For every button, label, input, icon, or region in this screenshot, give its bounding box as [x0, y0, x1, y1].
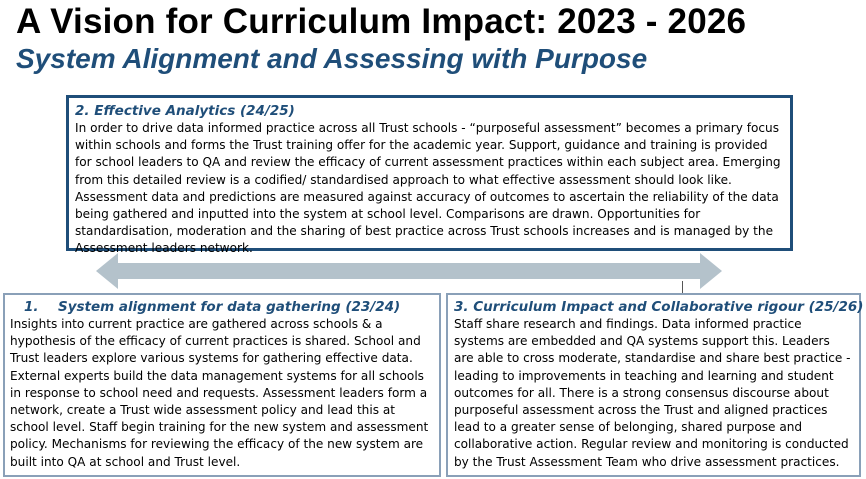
curriculum-impact-body: Staff share research and findings. Data informed practice systems are embedded and QA systems support this. Leaders are able to cross moderate, standardise and share best practice - leading to improvements in teaching and learning and student outcomes for all. There is a strong consensus discourse about purposeful assessment across the Trust and aligned practices lead to a greater sense of belonging, shared purpose and collaborative action. Regular review and monitoring is conducted by the Trust Assessment Team who drive assessment practices. — [454, 317, 851, 469]
curriculum-impact-title: 3. Curriculum Impact and Collaborative rigour (25/26) — [454, 299, 864, 315]
system-alignment-heading — [10, 298, 433, 316]
effective-analytics-title: 2. Effective Analytics (24/25) — [75, 103, 295, 119]
system-alignment-title: System alignment for data gathering (23/24) — [58, 299, 401, 315]
system-alignment-box — [3, 293, 441, 477]
effective-analytics-box — [66, 95, 793, 256]
page-title: A Vision for Curriculum Impact: 2023 - 2026 — [16, 2, 747, 41]
double-arrow-icon — [96, 253, 722, 289]
divider-tick — [682, 281, 683, 293]
system-alignment-body: Insights into current practice are gathered across schools & a hypothesis of the efficacy of current practices is shared. School and Trust leaders explore various systems for gathering effective data. External experts build the data management systems for all schools in response to school need and requests. Assessment leaders form a network, create a Trust wide assessment policy and lead this at school level. Staff begin training for the new system and assessment policy. Mechanisms for reviewing the efficacy of the new system are built into QA at school and Trust level. — [10, 317, 429, 469]
effective-analytics-body: In order to drive data informed practice across all Trust schools - “purposeful assessment” becomes a primary focus within schools and forms the Trust training offer for the academic year. Support, guidance and training is provided for school leaders to QA and review the efficacy of current assessment practices within each subject area. Emerging from this detailed review is a codified/ standardised approach to what effective assessment should look like. Assessment data and predictions are measured against accuracy of outcomes to ascertain the reliability of the data being gathered and inputted into the system at school level. Comparisons are drawn. Opportunities for standardisation, moderation and the sharing of best practice across Trust schools increases and is managed by the Assessment leaders network. — [75, 121, 781, 256]
page-subtitle: System Alignment and Assessing with Purpose — [16, 43, 648, 74]
curriculum-impact-box — [446, 293, 864, 477]
system-alignment-number: 1. — [24, 299, 39, 315]
